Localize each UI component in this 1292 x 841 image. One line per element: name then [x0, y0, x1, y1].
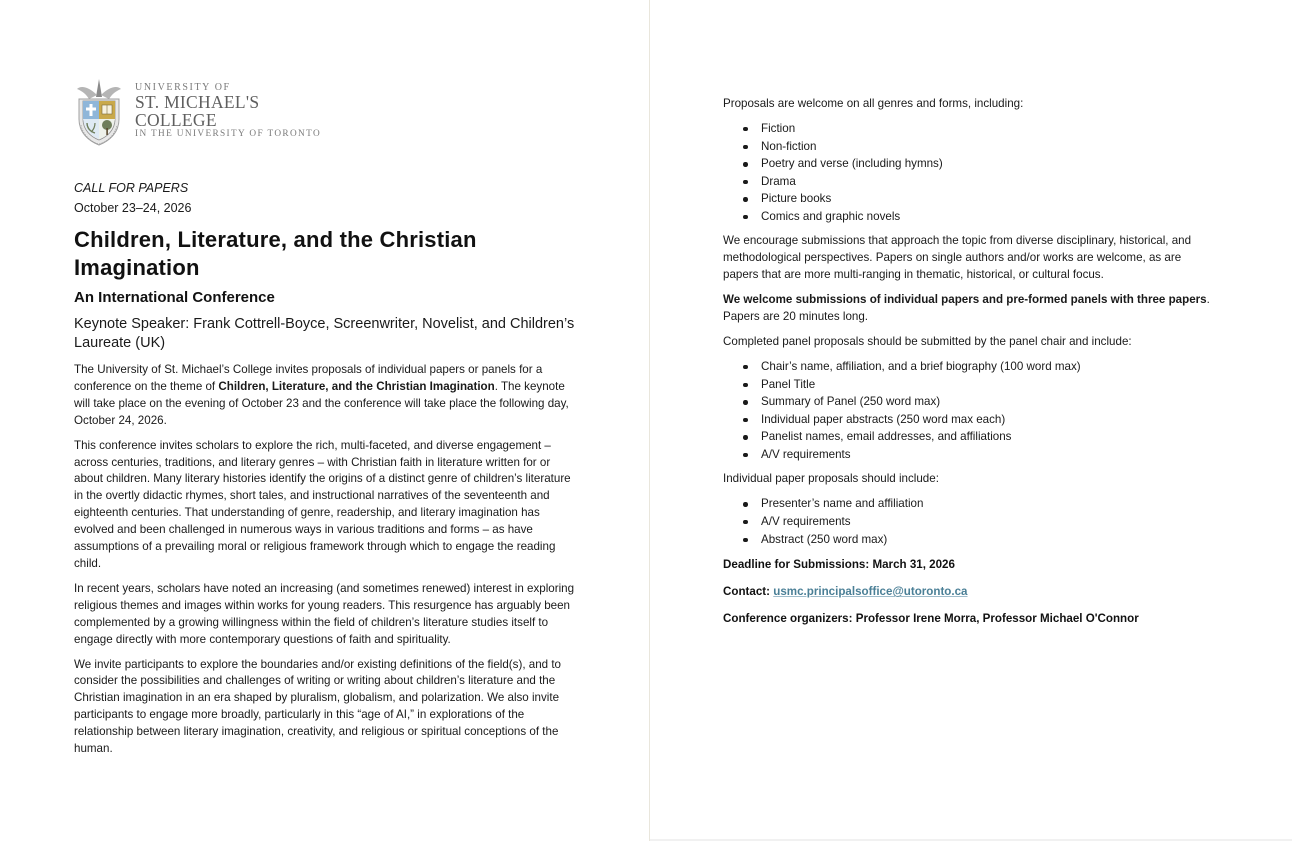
list-item: Non-fiction [723, 138, 1218, 156]
university-logo [73, 74, 333, 148]
list-item: Drama [723, 173, 1218, 191]
left-column [74, 180, 579, 758]
list-item: Panelist names, email addresses, and affiliations [723, 428, 1218, 446]
call-for-papers-label: CALL FOR PAPERS [74, 181, 189, 195]
logo-line-university-of-toronto: IN THE UNIVERSITY OF TORONTO [135, 129, 322, 139]
logo-line-university-of: UNIVERSITY OF [135, 82, 231, 93]
genres-list [723, 120, 1218, 226]
right-column [723, 96, 1218, 627]
submission-deadline: Deadline for Submissions: March 31, 2026 [723, 558, 955, 572]
list-item: Individual paper abstracts (250 word max each) [723, 411, 1218, 429]
conference-title: Children, Literature, and the Christian Imagination [74, 227, 477, 280]
logo-wordmark [135, 82, 333, 140]
keynote-speaker: Keynote Speaker: Frank Cottrell-Boyce, Screenwriter, Novelist, and Children’s Laureate (UK) [74, 316, 575, 351]
invite-paragraph: We invite participants to explore the boundaries and/or existing definitions of the field(s), and to consider the possibilities and challenges of writing or writing about children’s literature and the Christian imagination in an era shaped by pluralism, globalism, and polarization. We also invite participants to engage more broadly, particularly in this “age of AI,” in explorations of the relationship between literary imagination, creativity, and religious or spiritual conceptions of the human. [74, 657, 562, 756]
panel-requirements-list [723, 358, 1218, 464]
list-item: Comics and graphic novels [723, 208, 1218, 226]
crest-icon [73, 75, 125, 147]
list-item: Abstract (250 word max) [723, 531, 1218, 549]
contact-email-link[interactable]: usmc.principalsoffice@utoronto.ca [773, 585, 968, 599]
list-item: Panel Title [723, 376, 1218, 394]
recent-years-paragraph: In recent years, scholars have noted an increasing (and sometimes renewed) interest in exploring religious themes and images within works for young readers. This resurgence has arguably been complemented by a growing willingness within the field of children’s literature studies itself to engage directly with more contemporary questions of faith and spirituality. [74, 581, 575, 646]
list-item: A/V requirements [723, 513, 1218, 531]
welcome-bold: We welcome submissions of individual papers and pre-formed panels with three papers [723, 293, 1207, 307]
list-item: Picture books [723, 190, 1218, 208]
intro-theme-bold: Children, Literature, and the Christian Imagination [218, 379, 495, 393]
contact-line [723, 583, 1218, 600]
list-item: Summary of Panel (250 word max) [723, 393, 1218, 411]
list-item: A/V requirements [723, 446, 1218, 464]
logo-line-college-name: ST. MICHAEL'S COLLEGE [135, 92, 260, 130]
list-item: Presenter’s name and affiliation [723, 495, 1218, 513]
contact-label: Contact: [723, 585, 774, 599]
list-item: Chair’s name, affiliation, and a brief biography (100 word max) [723, 358, 1218, 376]
intro-text-after: . The keynote will take place on the evening of October 23 and the conference will take place the following day, October 24, 2026. [74, 379, 569, 427]
encourage-paragraph: We encourage submissions that approach the topic from diverse disciplinary, historical, and methodological perspectives. Papers on single authors and/or works are welcome, as are papers that are more multi-ranging in thematic, historical, or cultural focus. [723, 234, 1192, 282]
list-item: Poetry and verse (including hymns) [723, 155, 1218, 173]
list-item: Fiction [723, 120, 1218, 138]
page-2 [650, 0, 1292, 841]
individual-intro: Individual paper proposals should include: [723, 472, 939, 486]
conference-organizers: Conference organizers: Professor Irene Morra, Professor Michael O'Connor [723, 612, 1139, 626]
welcome-paragraph [723, 292, 1218, 326]
intro-text-before: The University of St. Michael’s College invites proposals of individual papers or panels for a conference on the theme of [74, 363, 543, 393]
conference-dates: October 23–24, 2026 [74, 201, 192, 215]
welcome-rest: . Papers are 20 minutes long. [723, 293, 1210, 324]
genres-intro: Proposals are welcome on all genres and forms, including: [723, 97, 1024, 110]
scope-paragraph: This conference invites scholars to explore the rich, multi-faceted, and diverse engagement – across centuries, traditions, and literary genres – with Christian faith in literature written for or about children. Many literary histories identify the origins of a distinct genre of children’s literature in the overtly didactic rhymes, short tales, and instructional narratives of the seventeenth and eighteenth centuries. That understanding of genre, readership, and literary imagination has evolved and been challenged in numerous ways in various traditions and forms – as have assumptions of a prevailing moral or religious framework through which to engage the reading child. [74, 438, 571, 570]
conference-subtitle: An International Conference [74, 289, 275, 306]
intro-paragraph [74, 362, 579, 430]
panel-intro: Completed panel proposals should be submitted by the panel chair and include: [723, 335, 1132, 348]
individual-requirements-list [723, 495, 1218, 548]
